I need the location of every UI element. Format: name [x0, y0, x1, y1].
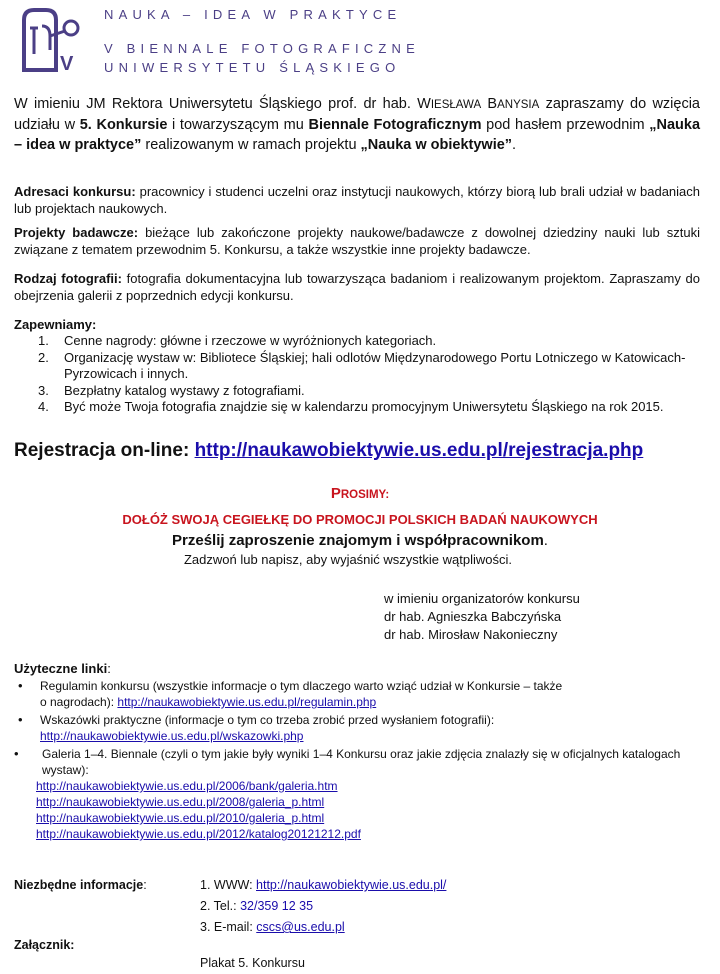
www-link[interactable]: http://naukawobiektywie.us.edu.pl/	[256, 878, 447, 892]
registration-link[interactable]: http://naukawobiektywie.us.edu.pl/rejestracja.php	[194, 440, 644, 461]
prosimy-rest: ROSIMY:	[340, 489, 390, 501]
intro-text: zapraszamy do wzięcia udziału w	[14, 96, 700, 133]
appeal-line-2	[0, 532, 720, 549]
logo-letter: V	[60, 53, 74, 74]
link-item-regulamin	[18, 678, 700, 710]
galeria-link-2008[interactable]: http://naukawobiektywie.us.edu.pl/2008/galeria_p.html	[36, 795, 325, 809]
intro-text: .	[512, 137, 517, 153]
signature-line: w imieniu organizatorów konkursu	[384, 591, 580, 606]
bullet-icon: •	[18, 678, 23, 693]
header-subtitle-2: UNIWERSYTETU ŚLĄSKIEGO	[104, 60, 401, 75]
benefits-list	[38, 333, 698, 416]
registration-label: Rejestracja on-line:	[14, 440, 195, 461]
link-description: Galeria 1–4. Biennale (czyli o tym jakie były wyniki 1–4 Konkursu oraz jakie zdjęcia znalazły się w oficjalnych katalogach wystaw):	[42, 747, 681, 777]
section-text: fotografia dokumentacyjna lub towarzysząca badaniom i realizowanym projektom. Zapraszamy do obejrzenia galerii z poprzednich edycji konkursu.	[14, 271, 700, 303]
email-link[interactable]: cscs@us.edu.pl	[256, 920, 345, 934]
intro-bold: Biennale Fotograficznym	[308, 117, 482, 133]
section-text: pracownicy i studenci uczelni oraz instytucji naukowych, którzy biorą lub brali udział w badaniach lub projektach naukowych.	[14, 184, 701, 216]
galeria-link-2012[interactable]: http://naukawobiektywie.us.edu.pl/2012/katalog20121212.pdf	[36, 827, 361, 841]
section-label: Adresaci konkursu:	[14, 184, 136, 199]
galeria-link-2006[interactable]: http://naukawobiektywie.us.edu.pl/2006/bank/galeria.htm	[36, 779, 338, 793]
zapewniamy-heading: Zapewniamy:	[14, 317, 97, 332]
prosimy-heading	[0, 485, 720, 502]
galeria-link-2010[interactable]: http://naukawobiektywie.us.edu.pl/2010/galeria_p.html	[36, 811, 325, 825]
link-item-wskazowki	[18, 712, 700, 744]
list-text: Być może Twoja fotografia znajdzie się w kalendarzu promocyjnym Uniwersytetu Śląskiego na rok 2015.	[64, 399, 664, 414]
list-text: Cenne nagrody: główne i rzeczowe w wyróżnionych kategoriach.	[64, 333, 437, 348]
info-label	[14, 878, 147, 892]
list-text: Organizację wystaw w: Bibliotece Śląskiej; hali odlotów Międzynarodowego Portu Lotniczego w Katowicach-Pyrzowicach i innych.	[64, 349, 686, 381]
list-number: 2.	[38, 349, 49, 365]
biennale-logo-icon	[16, 6, 84, 74]
list-number: 3.	[38, 382, 49, 398]
appeal-line-2-end: .	[543, 532, 548, 549]
signature-name: dr hab. Agnieszka Babczyńska	[384, 609, 562, 624]
surname-part: ANYSIA	[497, 99, 540, 111]
section-label: Projekty badawcze:	[14, 225, 139, 240]
wskazowki-link[interactable]: http://naukawobiektywie.us.edu.pl/wskazowki.php	[40, 729, 304, 743]
header-title: NAUKA – IDEA W PRAKTYCE	[104, 7, 402, 22]
link-description: o nagrodach):	[40, 695, 118, 709]
appeal-line-1: DOŁÓŻ SWOJĄ CEGIEŁKĘ DO PROMOCJI POLSKICH BADAŃ NAUKOWYCH	[122, 512, 598, 527]
list-item	[38, 333, 698, 350]
list-text: Bezpłatny katalog wystawy z fotografiami.	[64, 382, 305, 398]
info-label-text: Niezbędne informacje	[14, 878, 144, 892]
info-tel-label: 2. Tel.:	[200, 899, 241, 913]
links-heading-colon: :	[107, 661, 111, 676]
list-number: 4.	[38, 399, 49, 414]
info-www-label: 1. WWW:	[200, 878, 257, 892]
signature-block	[384, 590, 580, 644]
info-www	[200, 878, 446, 892]
name-initial: W	[417, 96, 431, 112]
info-tel	[200, 899, 313, 913]
adresaci-paragraph	[14, 183, 700, 217]
link-item-galeria	[14, 746, 706, 842]
projekty-paragraph	[14, 224, 700, 258]
appeal-line-3: Zadzwoń lub napisz, aby wyjaśnić wszystkie wątpliwości.	[183, 552, 512, 567]
bullet-icon: •	[14, 746, 19, 761]
list-item	[38, 383, 698, 400]
header-subtitle-1: V BIENNALE FOTOGRAFICZNE	[104, 41, 420, 56]
intro-text: i towarzyszącym mu	[167, 117, 309, 133]
link-description: Wskazówki praktyczne (informacje o tym co trzeba zrobić przed wysłaniem fotografii):	[40, 713, 495, 727]
prosimy-initial: P	[330, 485, 341, 502]
list-item	[38, 399, 698, 416]
list-number: 1.	[38, 333, 49, 348]
surname-initial: B	[481, 96, 498, 112]
section-text: bieżące lub zakończone projekty naukowe/badawcze z dowolnej dziedziny nauki lub sztuki związane z tematem przewodnim 5. Konkursu, a także wszystkie inne projekty badawcze.	[14, 225, 701, 257]
links-heading-text: Użyteczne linki	[14, 661, 108, 676]
list-item	[38, 350, 698, 383]
link-description: Regulamin konkursu (wszystkie informacje o tym dlaczego warto wziąć udział w Konkursie – także	[40, 679, 563, 693]
intro-bold: 5. Konkursie	[79, 117, 168, 133]
info-email-label: 3. E-mail:	[200, 920, 257, 934]
info-label-colon: :	[143, 878, 147, 892]
rodzaj-paragraph	[14, 270, 700, 304]
intro-text: pod hasłem przewodnim	[481, 117, 650, 133]
links-heading	[14, 661, 111, 676]
bullet-icon: •	[18, 712, 23, 727]
intro-text: W imieniu JM Rektora Uniwersytetu Śląskiego prof. dr hab.	[14, 96, 418, 112]
section-label: Rodzaj fotografii:	[14, 271, 122, 286]
appeal-line-2-text: Prześlij zaproszenie znajomym i współpracownikom	[172, 532, 544, 549]
attachment-label: Załącznik:	[14, 938, 75, 952]
info-email	[200, 920, 345, 934]
intro-bold: „Nauka – idea w praktyce”	[14, 117, 701, 153]
signature-name: dr hab. Mirosław Nakonieczny	[384, 627, 558, 642]
registration-line	[14, 440, 643, 462]
intro-bold: „Nauka w obiektywie”	[360, 137, 513, 153]
regulamin-link[interactable]: http://naukawobiektywie.us.edu.pl/regulamin.php	[117, 695, 377, 709]
intro-text: realizowanym w ramach projektu	[141, 137, 361, 153]
attachment-name: Plakat 5. Konkursu	[200, 956, 305, 970]
intro-paragraph	[14, 94, 700, 155]
phone-number: 32/359 12 35	[240, 899, 314, 913]
name-part: IESŁAWA	[430, 99, 482, 111]
